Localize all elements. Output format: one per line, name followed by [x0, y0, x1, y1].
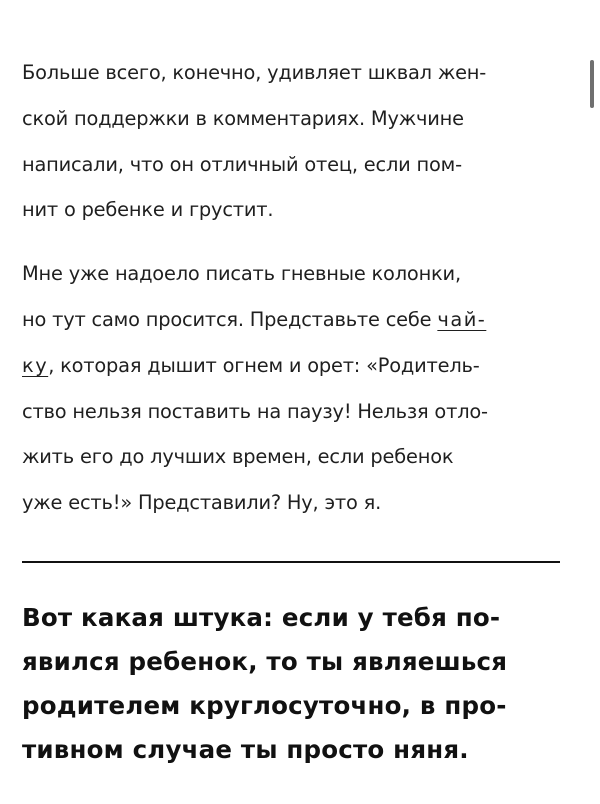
- paragraph-1-line: ской поддержки в комментариях. Мужчине: [22, 106, 464, 130]
- pull-quote-line: явился ребенок, то ты являешься: [22, 647, 508, 676]
- paragraph-2-line: [22, 343, 562, 389]
- article-body: [22, 50, 562, 526]
- pull-quote-line: тивном случае ты просто няня.: [22, 735, 469, 764]
- paragraph-1-line: написали, что он отличный отец, если пом-: [22, 152, 462, 176]
- paragraph-2-line: ство нельзя поставить на паузу! Нельзя отло-: [22, 399, 488, 423]
- chaika-link-continuation[interactable]: ку: [22, 353, 49, 377]
- pull-quote-line: Вот какая штука: если у тебя по-: [22, 603, 501, 632]
- paragraph-2-line: Мне уже надоело писать гневные колонки,: [22, 262, 461, 286]
- paragraph-2: [22, 251, 562, 526]
- paragraph-1: [22, 50, 562, 233]
- chaika-link[interactable]: чай-: [437, 307, 487, 331]
- paragraph-1-line: нит о ребенке и грустит.: [22, 198, 274, 222]
- scrollbar-thumb[interactable]: [590, 60, 594, 108]
- paragraph-2-text: , которая дышит огнем и орет: «Родитель-: [48, 353, 480, 377]
- paragraph-2-line: [22, 297, 562, 343]
- paragraph-1-line: Больше всего, конечно, удивляет шквал жен-: [22, 61, 487, 84]
- paragraph-2-line: уже есть!» Представили? Ну, это я.: [22, 491, 382, 515]
- pull-quote: [22, 596, 582, 772]
- pull-quote-line: родителем круглосуточно, в про-: [22, 691, 507, 720]
- section-divider: [22, 561, 560, 563]
- paragraph-2-line: жить его до лучших времен, если ребенок: [22, 445, 454, 469]
- paragraph-2-text: но тут само просится. Представьте себе: [22, 307, 438, 331]
